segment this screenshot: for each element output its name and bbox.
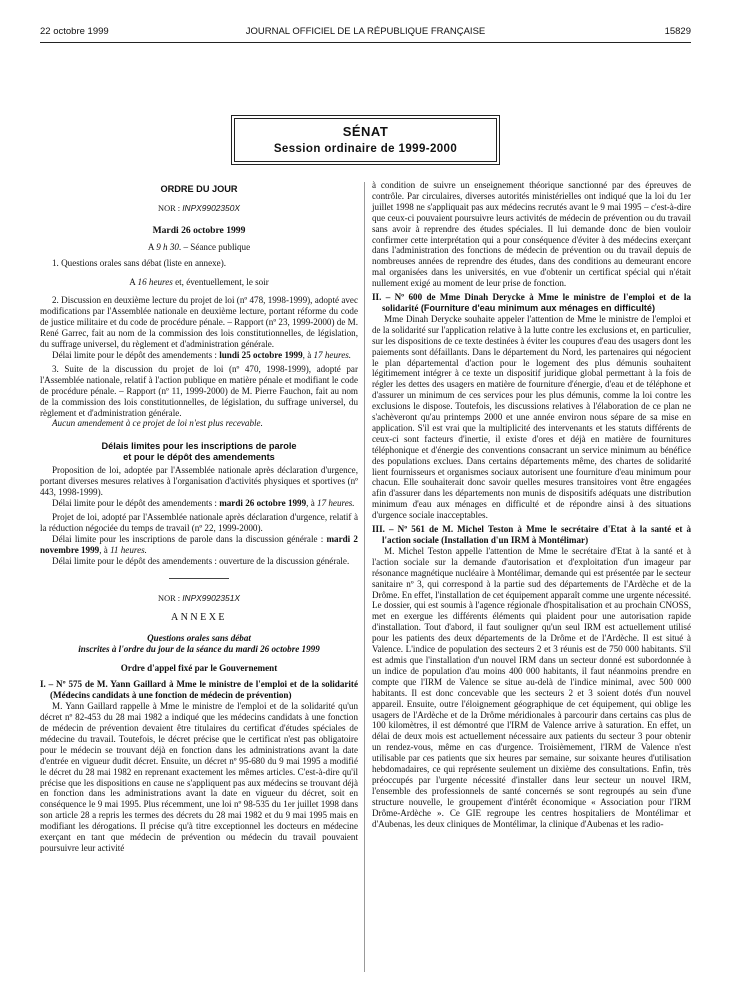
right-column [372, 180, 691, 829]
header-date: 22 octobre 1999 [40, 26, 109, 37]
header-page-number: 15829 [664, 26, 691, 37]
agenda-item-1: 1. Questions orales sans débat (liste en annexe). [52, 257, 226, 268]
question-3-heading: III. – Nº 561 de M. Michel Teston à Mme le secrétaire d'Etat à la santé et à l'action sociale (Installation d'un IRM à Montélimar) [372, 524, 691, 545]
ordre-appel-title: Ordre d'appel fixé par le Gouvernement [120, 663, 278, 674]
question-1-text: M. Yann Gaillard rappelle à Mme le ministre de l'emploi et de la solidarité qu'un décret nº 82-453 du 28 mai 1982 a indiqué que les médecins candidats à une fonction de médecin de prévention devaient être titulaires du certificat d'études spéciales de médecine du travail. Toutefois, le décret précise que le certificat n'est pas obligatoire pour le médecin se trouvant déjà en fonction dans les administrations avant la date d'entrée en vigueur dudit décret. Ensuite, un décret nº 95-680 du 9 mai 1995 a modifié le décret du 28 mai 1982 en reprenant exactement les mêmes articles. C'est-à-dire qu'il précise que les dispositions en cause ne s'appliquent pas aux médecins se trouvant déjà en fonction dans les administrations avant la date en vigueur du décret, soit en conséquence le 9 mai 1995. Plus récemment, une loi nº 98-535 du 1er juillet 1998 dans son article 28 a repris les termes des décrets du 28 mai 1982 et du 9 mai 1995 mais en modifiant les dérogations. Il précise qu'à titre exceptionnel les docteurs en médecine exerçant en tant que médecin de prévention ou médecin du travail pouvaient poursuivre leur activité [40, 701, 358, 853]
left-column [40, 180, 358, 854]
annexe-title: ANNEXE [170, 612, 228, 624]
question-3-text: M. Michel Teston appelle l'attention de Mme le secrétaire d'Etat à la santé et à l'action sociale sur la demande d'autorisation et d'exploitation d'un imageur par résonance magnétique nucléaire à Montélimar, demande qui est présentée par le secteur sanitaire nº 3, qui correspond à la partie sud des départements de l'Ardèche et de la Drôme. En effet, l'installation de cet équipement apparaît comme une urgente nécessité. Le dossier, qui est soumis à l'agence régionale d'hospitalisation et au prochain CNOSS, met en exergue les différents éléments qui plaident pour une autorisation rapide d'installation. Tout d'abord, il faut souligner qu'un seul IRM est actuellement utilisé pour les patients des deux départements de la Drôme et de l'Ardèche. Il est situé à Valence. L'indice de population des secteurs 2 et 3 réunis est de 750 000 habitants. S'il est admis que l'installation d'un nouvel IRM dans un secteur donné est subordonnée à un indice de population d'au moins 400 000 habitants, il faut néanmoins prendre en compte que l'IRM de Valence se situe au-delà de l'indice minimal, avec 500 000 habitants. Il est donc concevable que les secteurs 2 et 3 soient dotés d'un nouvel appareil. Ensuite, outre l'éloignement géographique de cet équipement, qui oblige les usagers de l'Ardèche et de la Drôme méridionales à parcourir dans certains cas plus de 100 kilomètres, il est démontré que l'IRM de Valence arrive à saturation. En effet, un délai de deux mois est actuellement nécessaire aux patients du secteur 3 pour obtenir un rendez-vous, même en cas d'urgence. Troisièmement, l'IRM de Valence n'est utilisable par ces patients que six heures par semaine, sur soixante heures d'utilisation hebdomadaires, ce qui représente seulement un dixième des consultations. Enfin, très préoccupés par l'urgente nécessité d'installer dans leur secteur un nouvel IRM, l'ensemble des professionnels de santé concernés se sont regroupés au sein d'une structure nouvelle, le groupement d'intérêt économique « Association pour l'IRM Drôme-Ardèche ». Ce GIE regroupe les centres hospitaliers de Montélimar et d'Aubenas, les deux cliniques de Montélimar, la clinique d'Aubenas et les radio- [372, 545, 691, 829]
header-rule [40, 42, 691, 43]
question-2-text: Mme Dinah Derycke souhaite appeler l'attention de Mme le ministre de l'emploi et de la solidarité sur l'application relative à la lutte contre les exclusions et, en particulier, sur les dispositions de ce texte destinées à éviter les coupures d'eau des usagers dont les paiements sont défaillants. Dans le département du Nord, les partenaires qui négocient le plan départemental d'action pour le logement des plus démunis souhaitent légitimement intégrer à ce texte un dispositif juridique global permettant à la fois de régler les dettes des usagers en matière de fourniture d'énergie, d'eau et de téléphone et d'assurer un minimum de ces services pour les plus démunis, comme la loi contre les exclusions le dispose. Toutefois, les discussions relatives à l'élaboration de ce plan ne s'achèveront qu'au printemps 2000 et une année environ nous sépare de sa mise en application. S'il est vrai que la multiplicité des intervenants et les statuts différents de ceux-ci sont facteurs d'inertie, il existe d'ores et déjà en matière de fournitures téléphonique et d'énergie des conventions consacrant un service minimum au bénéfice des populations exclues. Dans certains départements même, des chartes de solidarité lient fournisseurs et organismes sociaux autorisent une fourniture d'eau minimum pour chacun. Elle souhaiterait donc savoir quelles mesures transitoires vont être engagées afin d'assurer dans les départements non munis de dispositifs adéquats une distribution minimum d'eau aux ménages en difficulté et de répondre ainsi à des situations d'urgence sociale inacceptables. [372, 313, 691, 521]
header-journal-title: JOURNAL OFFICIEL DE LA RÉPUBLIQUE FRANÇAISE [245, 26, 486, 37]
delais-paragraph-1: Proposition de loi, adoptée par l'Assemblée nationale après déclaration d'urgence, portant diverses mesures relatives à l'organisation d'activités physiques et sportives (nº 443, 1998-1999). [40, 465, 358, 498]
section-divider [169, 578, 229, 579]
delais-paragraph-2-parole: Délai limite pour les inscriptions de parole dans la discussion générale : mardi 2 novembre 1999, à 11 heures. [40, 533, 358, 555]
delais-paragraph-2-amendements: Délai limite pour le dépôt des amendements : ouverture de la discussion générale. [52, 555, 350, 566]
column-separator [364, 182, 365, 972]
seance-morning: A 9 h 30. – Séance publique [147, 241, 251, 252]
agenda-item-2: 2. Discussion en deuxième lecture du projet de loi (nº 478, 1998-1999), adopté avec modifications par l'Assemblée nationale en deuxième lecture, portant réforme du code de justice militaire et du code de procédure pénale. – Rapport (nº 23, 1999-2000) de M. René Garrec, fait au nom de la commission des lois constitutionnelles, de législation, du suffrage universel, du règlement et d'administration générale. [40, 295, 358, 350]
question-2-heading: II. – Nº 600 de Mme Dinah Derycke à Mme le ministre de l'emploi et de la solidarité (Fourniture d'eau minimum aux ménages en difficulté) [372, 292, 691, 313]
day-title: Mardi 26 octobre 1999 [152, 224, 246, 236]
senat-title: SÉNAT [342, 124, 389, 139]
ordre-du-jour-title: ORDRE DU JOUR [160, 184, 238, 194]
page-header [40, 26, 691, 40]
delais-paragraph-2: Projet de loi, adopté par l'Assemblée nationale après déclaration d'urgence, relatif à la réduction négociée du temps de travail (nº 22, 1999-2000). [40, 511, 358, 533]
agenda-item-3: 3. Suite de la discussion du projet de loi (nº 470, 1998-1999), adopté par l'Assemblée nationale, relatif à l'action publique en matière pénale et modifiant le code de procédure pénale. – Rapport (nº 11, 1999-2000) de M. Pierre Fauchon, fait au nom de la commission des lois constitutionnelles, de législation, du suffrage universel, du règlement et d'administration générale. [40, 363, 358, 418]
seance-afternoon: A 16 heures et, éventuellement, le soir [129, 276, 269, 287]
nor-reference-2: NOR : INPX9902351X [158, 593, 240, 604]
questions-title: Questions orales sans débat inscrites à l'ordre du jour de la séance du mardi 26 octobre 1999 [78, 633, 320, 654]
senat-title-box [234, 118, 497, 162]
question-1-continuation: à condition de suivre un enseignement théorique sanctionné par des épreuves de contrôle. Par circulaires, diverses autorités ministérielles ont indiqué que la loi du 1er juillet 1998 ne s'appliquait pas aux médecins recrutés avant le 9 mai 1995 – c'est-à-dire que ceux-ci pouvaient poursuivre leurs activités de médecin de prévention ou du travail sans avoir à reprendre des études spéciales. Il lui demande donc de bien vouloir confirmer cette interprétation qui a pour conséquence d'éviter à des médecins exerçant dans l'administration des fonctions de médecin de prévention ou du travail depuis de nombreuses années de reprendre des études, dans des conditions au demeurant encore mal organisées dans les universités, en vue d'obtenir un certificat spécial qui n'était nullement exigé au moment de leur prise de fonction. [372, 180, 691, 289]
nor-reference-1: NOR : INPX9902350X [158, 202, 240, 213]
agenda-item-2-delai: Délai limite pour le dépôt des amendements : lundi 25 octobre 1999, à 17 heures. [52, 349, 352, 360]
question-1-heading: I. – Nº 575 de M. Yann Gaillard à Mme le ministre de l'emploi et de la solidarité (Médecins candidats à une fonction de médecin de prévention) [40, 679, 358, 701]
delais-paragraph-1-delai: Délai limite pour le dépôt des amendements : mardi 26 octobre 1999, à 17 heures. [52, 498, 355, 509]
agenda-item-3-note: Aucun amendement à ce projet de loi n'est plus recevable. [52, 418, 263, 429]
delais-section-title: Délais limites pour les inscriptions de parole et pour le dépôt des amendements [101, 441, 297, 462]
session-title: Session ordinaire de 1999-2000 [273, 143, 458, 155]
